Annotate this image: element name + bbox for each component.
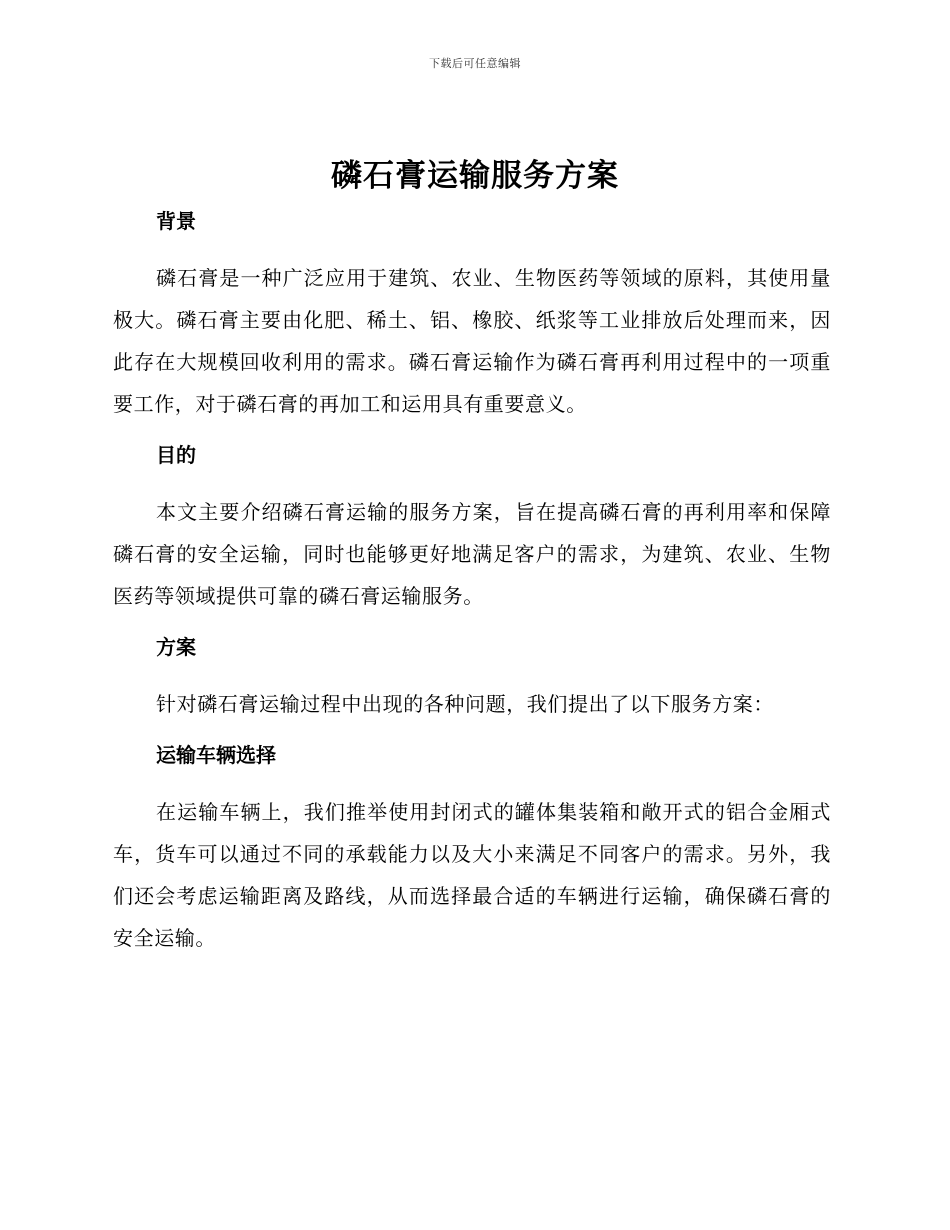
section-heading-plan: 方案	[156, 635, 196, 659]
section-heading-vehicle-selection: 运输车辆选择	[156, 743, 276, 767]
section-heading-background: 背景	[156, 209, 196, 233]
document-body	[113, 203, 831, 959]
spacer	[113, 773, 831, 791]
document-title: 磷石膏运输服务方案	[331, 158, 619, 194]
spacer	[113, 725, 831, 737]
section-paragraph-vehicle-selection: 在运输车辆上，我们推举使用封闭式的罐体集装箱和敞开式的铝合金厢式车，货车可以通过不同的承载能力以及大小来满足不同客户的需求。另外，我们还会考虑运输距离及路线，从而选择最合适的车辆进行运输，确保磷石膏的安全运输。	[113, 800, 831, 950]
header-note: 下载后可任意编辑	[429, 57, 521, 70]
section-paragraph-background: 磷石膏是一种广泛应用于建筑、农业、生物医药等领域的原料，其使用量极大。磷石膏主要由化肥、稀土、铝、橡胶、纸浆等工业排放后处理而来，因此存在大规模回收利用的需求。磷石膏运输作为磷石膏再利用过程中的一项重要工作，对于磷石膏的再加工和运用具有重要意义。	[113, 266, 831, 416]
spacer	[113, 617, 831, 629]
section-heading-purpose: 目的	[156, 443, 196, 467]
section-paragraph-purpose: 本文主要介绍磷石膏运输的服务方案，旨在提高磷石膏的再利用率和保障磷石膏的安全运输，同时也能够更好地满足客户的需求，为建筑、农业、生物医药等领域提供可靠的磷石膏运输服务。	[113, 500, 831, 608]
spacer	[113, 239, 831, 257]
spacer	[113, 425, 831, 437]
spacer	[113, 473, 831, 491]
spacer	[113, 665, 831, 683]
section-paragraph-plan: 针对磷石膏运输过程中出现的各种问题，我们提出了以下服务方案：	[156, 692, 774, 716]
